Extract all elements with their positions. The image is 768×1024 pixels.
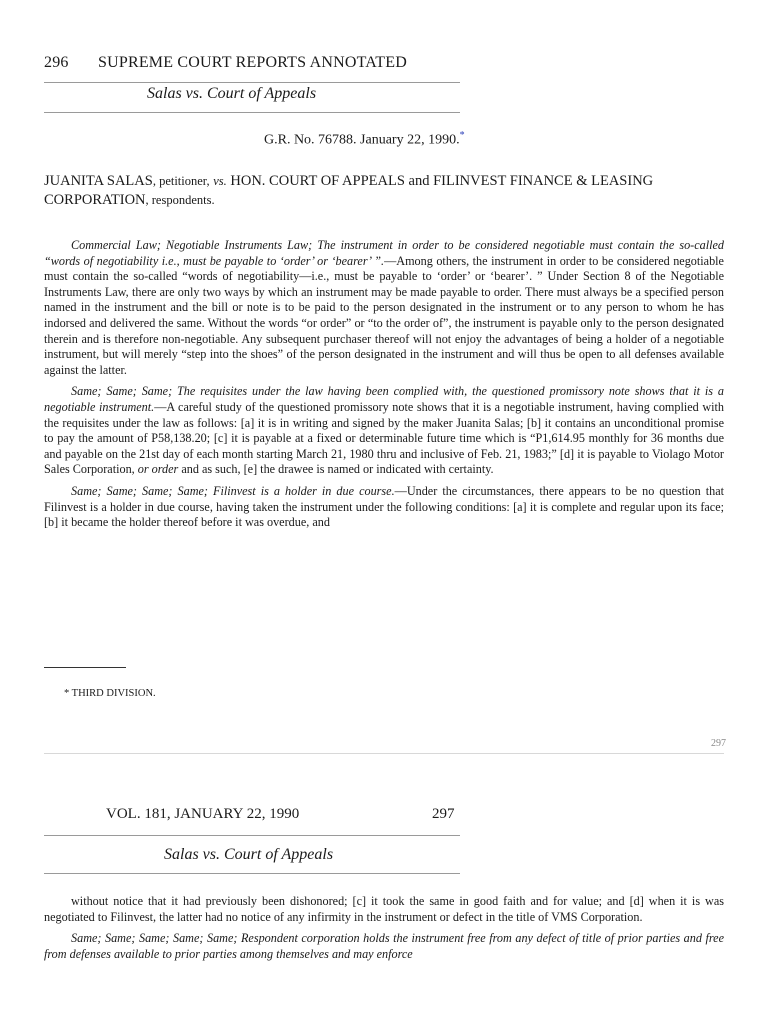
footnote-rule: [44, 667, 126, 668]
continuation-paragraph: without notice that it had previously been dishonored; [c] it took the same in good faith and for value; and [d] when it is was negotiated to Filinvest, the latter had no notice of any infirmity in the instrument or defect in the title of VMS Corporation.: [44, 894, 724, 924]
case-parties: [44, 172, 724, 210]
page-number: 296: [44, 54, 69, 71]
syllabus-text-after: and as such, [e] the drawee is named or indicated with certainty.: [181, 462, 494, 477]
syllabus-heading: Commercial Law; Negotiable Instruments Law; The instrument in order to be considered negotiable must contain the so-called “words of negotiability i.e., must be payable to ‘order’ or ‘bearer’ ”.: [44, 238, 724, 268]
page-header: [44, 54, 460, 72]
syllabus: [44, 238, 724, 537]
running-title-rule: [44, 112, 460, 113]
reporter-title: SUPREME COURT REPORTS ANNOTATED: [98, 54, 407, 71]
header-rule: [44, 82, 460, 83]
petitioner-name: JUANITA SALAS: [44, 173, 153, 189]
case-number: [264, 130, 465, 149]
syllabus-text: —Under the circumstances, there appears to be no question that Filinvest is a holder in due course, having taken the instrument under the following conditions: [a] it is complete and regular upon its face; [b] it became the holder thereof before it was overdue, and: [44, 483, 724, 530]
viewer-page-label: 297: [711, 738, 726, 749]
syllabus-paragraph: [44, 931, 724, 962]
page-number: 297: [432, 806, 455, 822]
respondents-role: , respondents.: [145, 193, 215, 207]
syllabus-text: —A careful study of the questioned promissory note shows that it is a negotiable instrument, having complied with the requisites under the law as follows: [a] it is in writing and signed by the maker Juanita Salas; [b] it contains an unconditional promise to pay the amount of P58,138.20; [c] it is payable at a fixed or determinable future time which is “P1,614.95 monthly for 36 months due and payable on the 21st day of each month starting March 21, 1980 thru and inclusive of Feb. 21, 1983;” [d] it is payable to Violago Motor Sales Corporation,: [44, 399, 724, 477]
footnote-marker-link[interactable]: *: [459, 130, 465, 141]
versus: vs.: [213, 174, 227, 188]
running-title-rule: [44, 873, 460, 874]
page-header: [106, 806, 455, 823]
respondents-name: HON. COURT OF APPEALS and FILINVEST FINANCE & LEASING CORPORATION: [44, 173, 654, 208]
syllabus-paragraph: [44, 384, 724, 478]
header-rule: [44, 835, 460, 836]
running-title: Salas vs. Court of Appeals: [147, 85, 317, 102]
gr-number: G.R. No. 76788. January 22, 1990.: [264, 132, 460, 148]
syllabus-heading: Same; Same; Same; Same; Same; Respondent corporation holds the instrument free from any defect of title of prior parties and free from defenses available to prior parties among themselves and may enforce: [44, 931, 724, 961]
footnote: * THIRD DIVISION.: [64, 688, 156, 699]
volume-header: VOL. 181, JANUARY 22, 1990: [106, 806, 300, 822]
syllabus-heading: Same; Same; Same; Same; Filinvest is a holder in due course.: [71, 483, 395, 498]
syllabus-heading: Same; Same; Same; The requisites under the law having been complied with, the questioned promissory note shows that it is a negotiable instrument.: [44, 384, 724, 414]
syllabus-paragraph: [44, 238, 724, 378]
petitioner-role: , petitioner,: [152, 174, 210, 188]
syllabus-text: —Among others, the instrument in order to be considered negotiable must contain the so-called “words of negotiability—i.e., must be payable to ‘order’ or ‘bearer’. ” Under Section 8 of the Negotiable Instruments Law, there are only two ways by which an instrument may be made payable to order. There must always be a specified person named in the instrument and the bill or note is to be paid to the person designated in the instrument or to any person to whom he has indorsed and delivered the same. Without the words “or order” or “to the order of”, the instrument is payable only to the person designated therein and is therefore non-negotiable. Any subsequent purchaser thereof will not enjoy the advantages of being a holder of a negotiable instrument, but will merely “step into the shoes” of the person designated in the instrument and will thus be open to all defenses available against the latter.: [44, 253, 724, 377]
page-separator: [44, 753, 724, 754]
page2-body: [44, 894, 724, 968]
running-title: Salas vs. Court of Appeals: [164, 846, 334, 863]
italic-phrase: or order: [137, 462, 179, 477]
syllabus-paragraph: [44, 484, 724, 531]
